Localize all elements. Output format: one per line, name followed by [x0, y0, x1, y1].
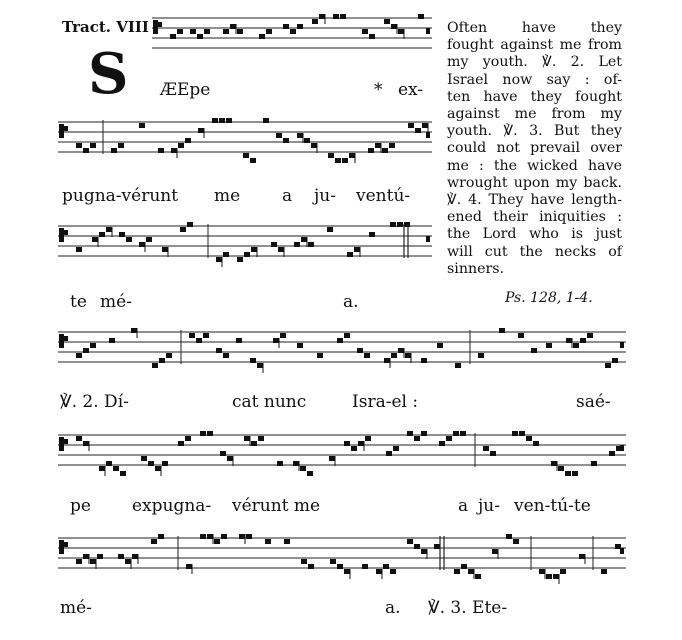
translation-line: wrought upon my back.	[447, 174, 622, 191]
neume-note	[398, 348, 404, 353]
neume-note	[219, 118, 225, 123]
clef-mark	[59, 228, 64, 242]
neume-note	[92, 237, 98, 242]
neume-note	[251, 441, 257, 446]
neume-note	[384, 19, 390, 24]
neume-note	[337, 338, 343, 343]
lyric-syllable: a	[282, 186, 293, 206]
lyric-syllable: ventú-	[356, 186, 411, 206]
neume-note	[551, 461, 557, 466]
neume-note	[519, 431, 525, 436]
neume-note	[407, 431, 413, 436]
translation-line: youth. ℣. 3. But they	[447, 123, 622, 140]
lyric-syllable: ven-tú-te	[514, 496, 591, 516]
translation-line: the Lord who is just	[447, 226, 622, 243]
neume-note	[565, 471, 571, 476]
neume-note	[393, 446, 399, 451]
neume-note	[340, 14, 346, 19]
neume-note	[369, 34, 375, 39]
neume-note	[148, 461, 154, 466]
neume-note	[605, 363, 611, 368]
neume-note	[364, 353, 370, 358]
neume-note	[190, 29, 196, 34]
neume-note	[386, 451, 392, 456]
neume-note	[358, 441, 364, 446]
neume-note	[405, 353, 411, 358]
lyric-syllable: ju-	[478, 496, 500, 516]
neume-note	[300, 466, 306, 471]
neume-note	[276, 133, 282, 138]
neume-note	[397, 222, 403, 227]
clef-mark	[64, 542, 68, 547]
neume-note	[553, 574, 559, 579]
neume-note	[566, 338, 572, 343]
translation-line: fought against me from	[447, 37, 622, 54]
neume-note	[612, 358, 618, 363]
neume-note	[329, 456, 335, 461]
neume-note	[454, 569, 460, 574]
neume-note	[187, 222, 193, 227]
neume-note	[220, 451, 226, 456]
clef-mark	[153, 20, 158, 34]
neume-note	[266, 29, 272, 34]
neume-note	[113, 466, 119, 471]
neume-note	[83, 148, 89, 153]
neume-note	[308, 564, 314, 569]
neume-note	[83, 554, 89, 559]
neume-note	[196, 338, 202, 343]
neume-note	[587, 333, 593, 338]
neume-note	[236, 338, 242, 343]
neume-note	[319, 14, 325, 19]
neume-note	[349, 153, 355, 158]
neume-note	[351, 446, 357, 451]
neume-note	[97, 554, 103, 559]
neume-note	[141, 456, 147, 461]
neume-note	[239, 534, 245, 539]
neume-note	[244, 252, 250, 257]
neume-note	[572, 471, 578, 476]
translation-line: sinners.	[447, 260, 505, 277]
neume-note	[139, 123, 145, 128]
neume-note	[312, 19, 318, 24]
lyric-syllable: *	[374, 80, 383, 100]
neume-note	[146, 237, 152, 242]
neume-note	[335, 158, 341, 163]
neume-note	[216, 257, 222, 262]
neume-note	[76, 559, 82, 564]
neume-note	[203, 333, 209, 338]
neume-note	[221, 534, 227, 539]
lyric-syllable: a	[458, 496, 469, 516]
neume-note	[185, 436, 191, 441]
neume-note	[216, 348, 222, 353]
translation-line: ened their iniquities :	[447, 209, 622, 226]
neume-note	[226, 118, 232, 123]
neume-note	[390, 222, 396, 227]
neume-note	[357, 348, 363, 353]
neume-note	[311, 143, 317, 148]
neume-note	[499, 328, 505, 333]
neume-note	[223, 252, 229, 257]
lyric-syllable: vérunt me	[232, 496, 321, 516]
neume-note	[391, 24, 397, 29]
neume-note	[446, 436, 452, 441]
neume-note	[106, 227, 112, 232]
neume-note	[455, 363, 461, 368]
neume-note	[259, 34, 265, 39]
neume-note	[158, 148, 164, 153]
neume-note	[263, 118, 269, 123]
neume-note	[284, 539, 290, 544]
neume-note	[330, 559, 336, 564]
english-translation	[447, 20, 622, 278]
clef-mark	[64, 336, 68, 341]
neume-note	[250, 158, 256, 163]
lyric-syllable: mé-	[100, 292, 132, 312]
neume-note	[83, 348, 89, 353]
neume-note	[490, 451, 496, 456]
tract-label: Tract. VIII	[62, 18, 149, 36]
neume-note	[434, 544, 440, 549]
neume-note	[531, 348, 537, 353]
lyric-syllable: ex-	[398, 80, 424, 100]
clef-mark	[158, 22, 162, 27]
neume-note	[404, 222, 410, 227]
neume-note	[131, 328, 137, 333]
neume-note	[422, 123, 428, 128]
translation-line: against me from my	[447, 106, 622, 123]
neume-note	[106, 461, 112, 466]
neume-note	[139, 242, 145, 247]
translation-line: ten have they fought	[447, 88, 622, 105]
neume-note	[344, 569, 350, 574]
translation-line: me : the wicked have	[447, 157, 622, 174]
neume-note	[362, 29, 368, 34]
neume-note	[384, 358, 390, 363]
neume-note	[99, 466, 105, 471]
neume-note	[513, 539, 519, 544]
clef-mark	[59, 540, 64, 554]
neume-note	[251, 247, 257, 252]
neume-note	[132, 554, 138, 559]
neume-note	[273, 338, 279, 343]
neume-note	[186, 564, 192, 569]
neume-note	[170, 34, 176, 39]
neume-note	[492, 549, 498, 554]
neume-note	[76, 353, 82, 358]
neume-note	[337, 564, 343, 569]
neume-note	[265, 539, 271, 544]
neume-note	[389, 143, 395, 148]
neume-note	[375, 143, 381, 148]
neume-note	[526, 436, 532, 441]
neume-note	[293, 461, 299, 466]
neume-note	[155, 466, 161, 471]
neume-note	[301, 559, 307, 564]
lyric-syllable: pe	[70, 496, 91, 516]
neume-note	[437, 343, 443, 348]
neume-note	[421, 358, 427, 363]
lyric-syllable: ℣. 3. Ete-	[428, 598, 508, 618]
lyric-syllable: ju-	[314, 186, 336, 206]
custos	[620, 548, 624, 554]
neume-note	[246, 534, 252, 539]
neume-note	[212, 118, 218, 123]
neume-note	[390, 569, 396, 574]
neume-note	[223, 29, 229, 34]
neume-note	[76, 247, 82, 252]
neume-note	[237, 29, 243, 34]
neume-note	[227, 456, 233, 461]
neume-note	[189, 333, 195, 338]
neume-note	[283, 138, 289, 143]
lyric-syllable: pugna-vérunt	[62, 186, 179, 206]
lyric-syllable: me	[214, 186, 241, 206]
neume-note	[439, 441, 445, 446]
custos	[620, 342, 624, 348]
neume-note	[308, 242, 314, 247]
lyric-syllable: ÆEpe	[160, 80, 211, 100]
neume-note	[207, 534, 213, 539]
translation-line: Israel now say : of-	[447, 71, 622, 88]
neume-note	[354, 247, 360, 252]
neume-note	[383, 564, 389, 569]
lyric-syllable: saé-	[576, 392, 611, 412]
neume-note	[342, 158, 348, 163]
neume-note	[200, 431, 206, 436]
neume-note	[294, 242, 300, 247]
lyric-syllable: mé-	[60, 598, 92, 618]
neume-note	[369, 232, 375, 237]
neume-note	[415, 128, 421, 133]
neume-note	[76, 436, 82, 441]
neume-note	[230, 24, 236, 29]
neume-note	[280, 333, 286, 338]
neume-note	[333, 14, 339, 19]
lyric-syllable: cat nunc	[232, 392, 307, 412]
neume-note	[111, 148, 117, 153]
neume-note	[243, 153, 249, 158]
neume-note	[461, 564, 467, 569]
neume-note	[151, 539, 157, 544]
clef-mark	[64, 439, 68, 444]
neume-note	[368, 148, 374, 153]
neume-note	[546, 343, 552, 348]
neume-note	[158, 534, 164, 539]
neume-note	[162, 247, 168, 252]
neume-note	[237, 257, 243, 262]
neume-note	[483, 446, 489, 451]
neume-note	[601, 569, 607, 574]
neume-note	[214, 539, 220, 544]
neume-note	[166, 353, 172, 358]
translation-line: my youth. ℣. 2. Let	[447, 54, 622, 71]
neume-note	[468, 569, 474, 574]
neume-note	[307, 471, 313, 476]
neume-note	[398, 29, 404, 34]
neume-note	[120, 471, 126, 476]
clef-mark	[59, 334, 64, 348]
neume-note	[304, 138, 310, 143]
neume-note	[546, 574, 552, 579]
custos	[426, 132, 430, 138]
neume-note	[185, 138, 191, 143]
neume-note	[453, 431, 459, 436]
translation-line: ℣. 4. They have length-	[447, 192, 622, 209]
clef-mark	[64, 126, 68, 131]
lyric-syllable: ℣. 2. Dí-	[60, 392, 129, 412]
neume-note	[250, 358, 256, 363]
initial-letter: S	[88, 41, 129, 107]
neume-note	[119, 232, 125, 237]
neume-note	[414, 544, 420, 549]
neume-note	[344, 333, 350, 338]
neume-note	[301, 237, 307, 242]
neume-note	[391, 353, 397, 358]
clef-mark	[64, 230, 68, 235]
neume-note	[257, 363, 263, 368]
neume-note	[204, 29, 210, 34]
neume-note	[506, 534, 512, 539]
neume-note	[171, 148, 177, 153]
neume-note	[421, 431, 427, 436]
neume-note	[533, 441, 539, 446]
neume-note	[579, 554, 585, 559]
neume-note	[162, 461, 168, 466]
neume-note	[414, 436, 420, 441]
neume-note	[125, 559, 131, 564]
neume-note	[159, 358, 165, 363]
neume-note	[258, 436, 264, 441]
neume-note	[580, 338, 586, 343]
neume-note	[297, 24, 303, 29]
neume-note	[283, 24, 289, 29]
neume-note	[271, 242, 277, 247]
lyric-syllable: a.	[385, 598, 401, 618]
neume-note	[90, 559, 96, 564]
neume-note	[460, 431, 466, 436]
neume-note	[591, 461, 597, 466]
neume-note	[297, 133, 303, 138]
neume-note	[560, 569, 566, 574]
neume-note	[408, 123, 414, 128]
custos	[426, 236, 430, 242]
neume-note	[421, 549, 427, 554]
neume-note	[76, 143, 82, 148]
neume-note	[118, 143, 124, 148]
neume-note	[344, 441, 350, 446]
neume-note	[277, 461, 283, 466]
neume-note	[512, 431, 518, 436]
neume-note	[178, 441, 184, 446]
neume-note	[365, 436, 371, 441]
custos	[426, 28, 430, 34]
neume-note	[223, 353, 229, 358]
lyric-syllable: te	[70, 292, 87, 312]
neume-note	[90, 343, 96, 348]
neume-note	[317, 353, 323, 358]
neume-note	[90, 143, 96, 148]
psalm-reference: Ps. 128, 1-4.	[505, 290, 593, 306]
neume-note	[126, 237, 132, 242]
clef-mark	[59, 124, 64, 138]
neume-note	[573, 343, 579, 348]
neume-note	[328, 153, 334, 158]
custos	[620, 445, 624, 451]
lyric-syllable: Isra-el :	[352, 392, 419, 412]
neume-note	[118, 554, 124, 559]
lyric-syllable: a.	[343, 292, 359, 312]
translation-line: could not prevail over	[447, 140, 622, 157]
neume-note	[475, 574, 481, 579]
translation-line: Often have they	[447, 20, 622, 36]
neume-note	[177, 29, 183, 34]
neume-note	[478, 353, 484, 358]
neume-note	[152, 363, 158, 368]
neume-note	[518, 333, 524, 338]
neume-note	[109, 338, 115, 343]
neume-note	[200, 534, 206, 539]
neume-note	[327, 227, 333, 232]
neume-note	[347, 252, 353, 257]
neume-note	[362, 564, 368, 569]
neume-note	[376, 569, 382, 574]
neume-note	[207, 431, 213, 436]
clef-mark	[59, 437, 64, 451]
neume-note	[197, 34, 203, 39]
neume-note	[297, 343, 303, 348]
neume-note	[83, 441, 89, 446]
translation-line: will cut the necks of	[447, 243, 622, 260]
neume-note	[198, 128, 204, 133]
neume-note	[290, 29, 296, 34]
neume-note	[539, 569, 545, 574]
neume-note	[382, 148, 388, 153]
neume-note	[418, 14, 424, 19]
neume-note	[558, 466, 564, 471]
neume-note	[407, 539, 413, 544]
neume-note	[609, 451, 615, 456]
neume-note	[278, 247, 284, 252]
neume-note	[180, 227, 186, 232]
lyric-syllable: expugna-	[132, 496, 212, 516]
neume-note	[178, 143, 184, 148]
neume-note	[99, 232, 105, 237]
neume-note	[244, 436, 250, 441]
